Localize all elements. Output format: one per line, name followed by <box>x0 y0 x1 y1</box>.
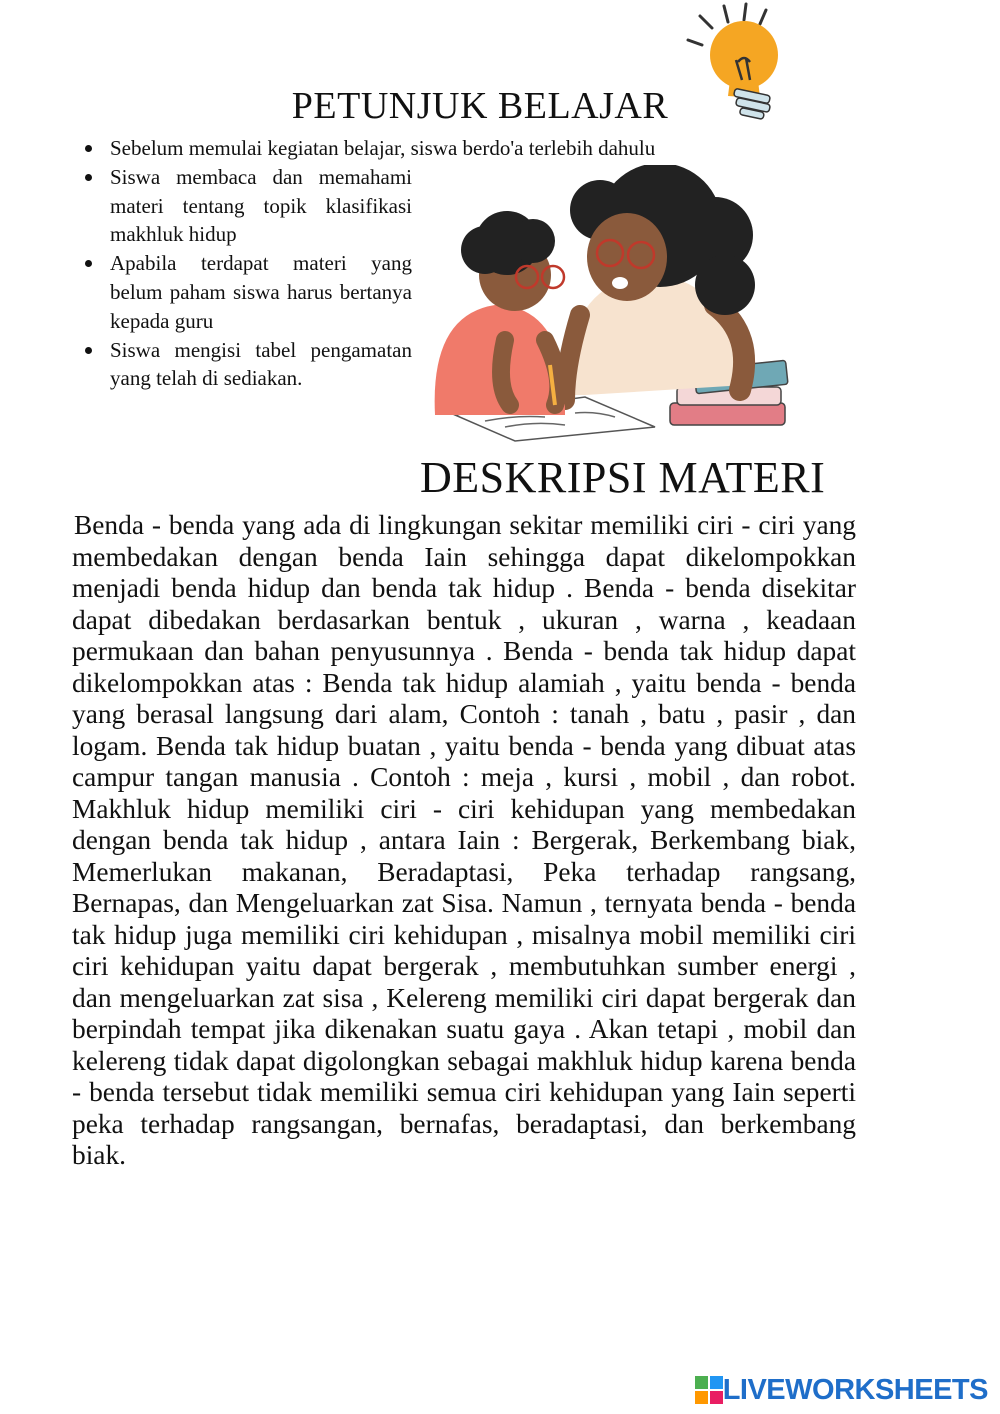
guide-item: Siswa mengisi tabel pengamatan yang telah di sediakan. <box>82 336 412 394</box>
liveworksheets-icon <box>695 1376 723 1404</box>
study-illustration <box>415 165 800 445</box>
material-paragraph: Benda - benda yang ada di lingkungan sekitar memiliki ciri - ciri yang membedakan dengan benda Iain sehingga dapat dikelompokkan menjadi benda hidup dan benda tak hidup . Benda - benda disekitar dapat dibedakan berdasarkan bentuk , ukuran , warna , keadaan permukaan dan bahan penyusunnya . Benda - benda tak hidup dapat dikelompokkan atas : Benda tak hidup alamiah , yaitu benda - benda yang berasal langsung dari alam, Contoh : tanah , batu , pasir , dan logam. Benda tak hidup buatan , yaitu benda - benda yang dibuat atas campur tangan manusia . Contoh : meja , kursi , mobil , dan robot. Makhluk hidup memiliki ciri - ciri kehidupan yang membedakan dengan benda tak hidup , antara Iain : Bergerak, Berkembang biak, Memerlukan makanan, Beradaptasi, Peka terhadap rangsang, Bernapas, dan Mengeluarkan zat Sisa. Namun , ternyata benda - benda tak hidup juga memiliki ciri kehidupan , misalnya mobil memiliki ciri ciri kehidupan yaitu dapat bergerak , membutuhkan sumber energi , dan mengeluarkan zat sisa , Kelereng memiliki ciri dapat bergerak dan berpindah tempat jika dikenakan suatu gaya . Akan tetapi , mobil dan kelereng tidak dapat digolongkan sebagai makhluk hidup karena benda - benda tersebut tidak memiliki semua ciri kehidupan yang Iain seperti peka terhadap rangsangan, bernafas, beradaptasi, dan berkembang biak. <box>72 510 856 1170</box>
guide-heading: PETUNJUK BELAJAR <box>291 85 669 127</box>
guide-item: Sebelum memulai kegiatan belajar, siswa berdo'a terlebih dahulu <box>82 134 722 163</box>
brand-logo <box>695 1373 988 1407</box>
brand-name: LIVEWORKSHEETS <box>722 1373 988 1406</box>
guide-item: Siswa membaca dan memahami materi tentang topik klasifikasi makhluk hidup <box>82 163 412 249</box>
guide-item: Apabila terdapat materi yang belum paham siswa harus bertanya kepada guru <box>82 249 412 335</box>
material-heading: DESKRIPSI MATERI <box>420 453 826 502</box>
